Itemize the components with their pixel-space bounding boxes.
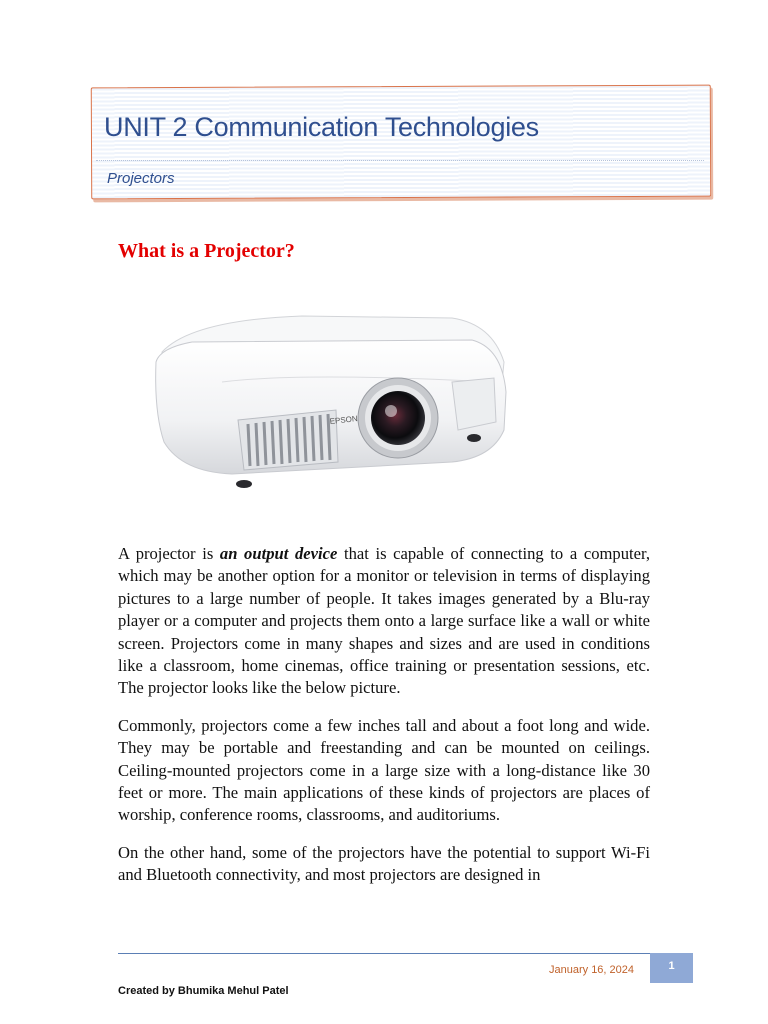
paragraph-1 (118, 543, 650, 700)
projector-illustration (152, 312, 508, 492)
lens (358, 378, 438, 458)
footer-date: January 16, 2024 (549, 964, 635, 976)
paragraph-1-rest: that is capable of connecting to a computer, which may be another option for a monitor or television in terms of displaying pictures to a large number of people. It takes images generated by a Blu-ray player or a computer and projects them onto a large surface like a wall or white screen. Projectors come in many shapes and sizes and are used in conditions like a classroom, home cinemas, office training or presentation sessions, etc. The projector looks like the below picture. (118, 544, 650, 698)
projector-image (152, 312, 508, 492)
header-divider (96, 160, 704, 161)
body-text (118, 543, 650, 902)
page-number: 1 (650, 953, 693, 983)
foot-left (236, 480, 252, 488)
footer-divider (118, 953, 650, 954)
paragraph-1-start: A projector is (118, 544, 220, 563)
foot-right (467, 434, 481, 442)
unit-title: UNIT 2 Communication Technologies (104, 112, 539, 142)
vent-grille (238, 410, 338, 470)
section-heading: What is a Projector? (118, 240, 295, 262)
footer-author: Created by Bhumika Mehul Patel (118, 985, 289, 997)
brand-label: EPSON (329, 414, 359, 426)
paragraph-2: Commonly, projectors come a few inches tall and about a foot long and wide. They may be portable and freestanding and can be mounted on ceilings. Ceiling-mounted projectors come in a large size with a long-distance like 30 feet or more. The main applications of these kinds of projectors are places of worship, conference rooms, classrooms, and auditoriums. (118, 715, 650, 825)
emphasis-output-device: an output device (219, 544, 338, 563)
paragraph-3: On the other hand, some of the projectors have the potential to support Wi-Fi and Bluetooth connectivity, and most projectors are designed in (118, 842, 650, 885)
unit-subtitle: Projectors (107, 170, 175, 187)
